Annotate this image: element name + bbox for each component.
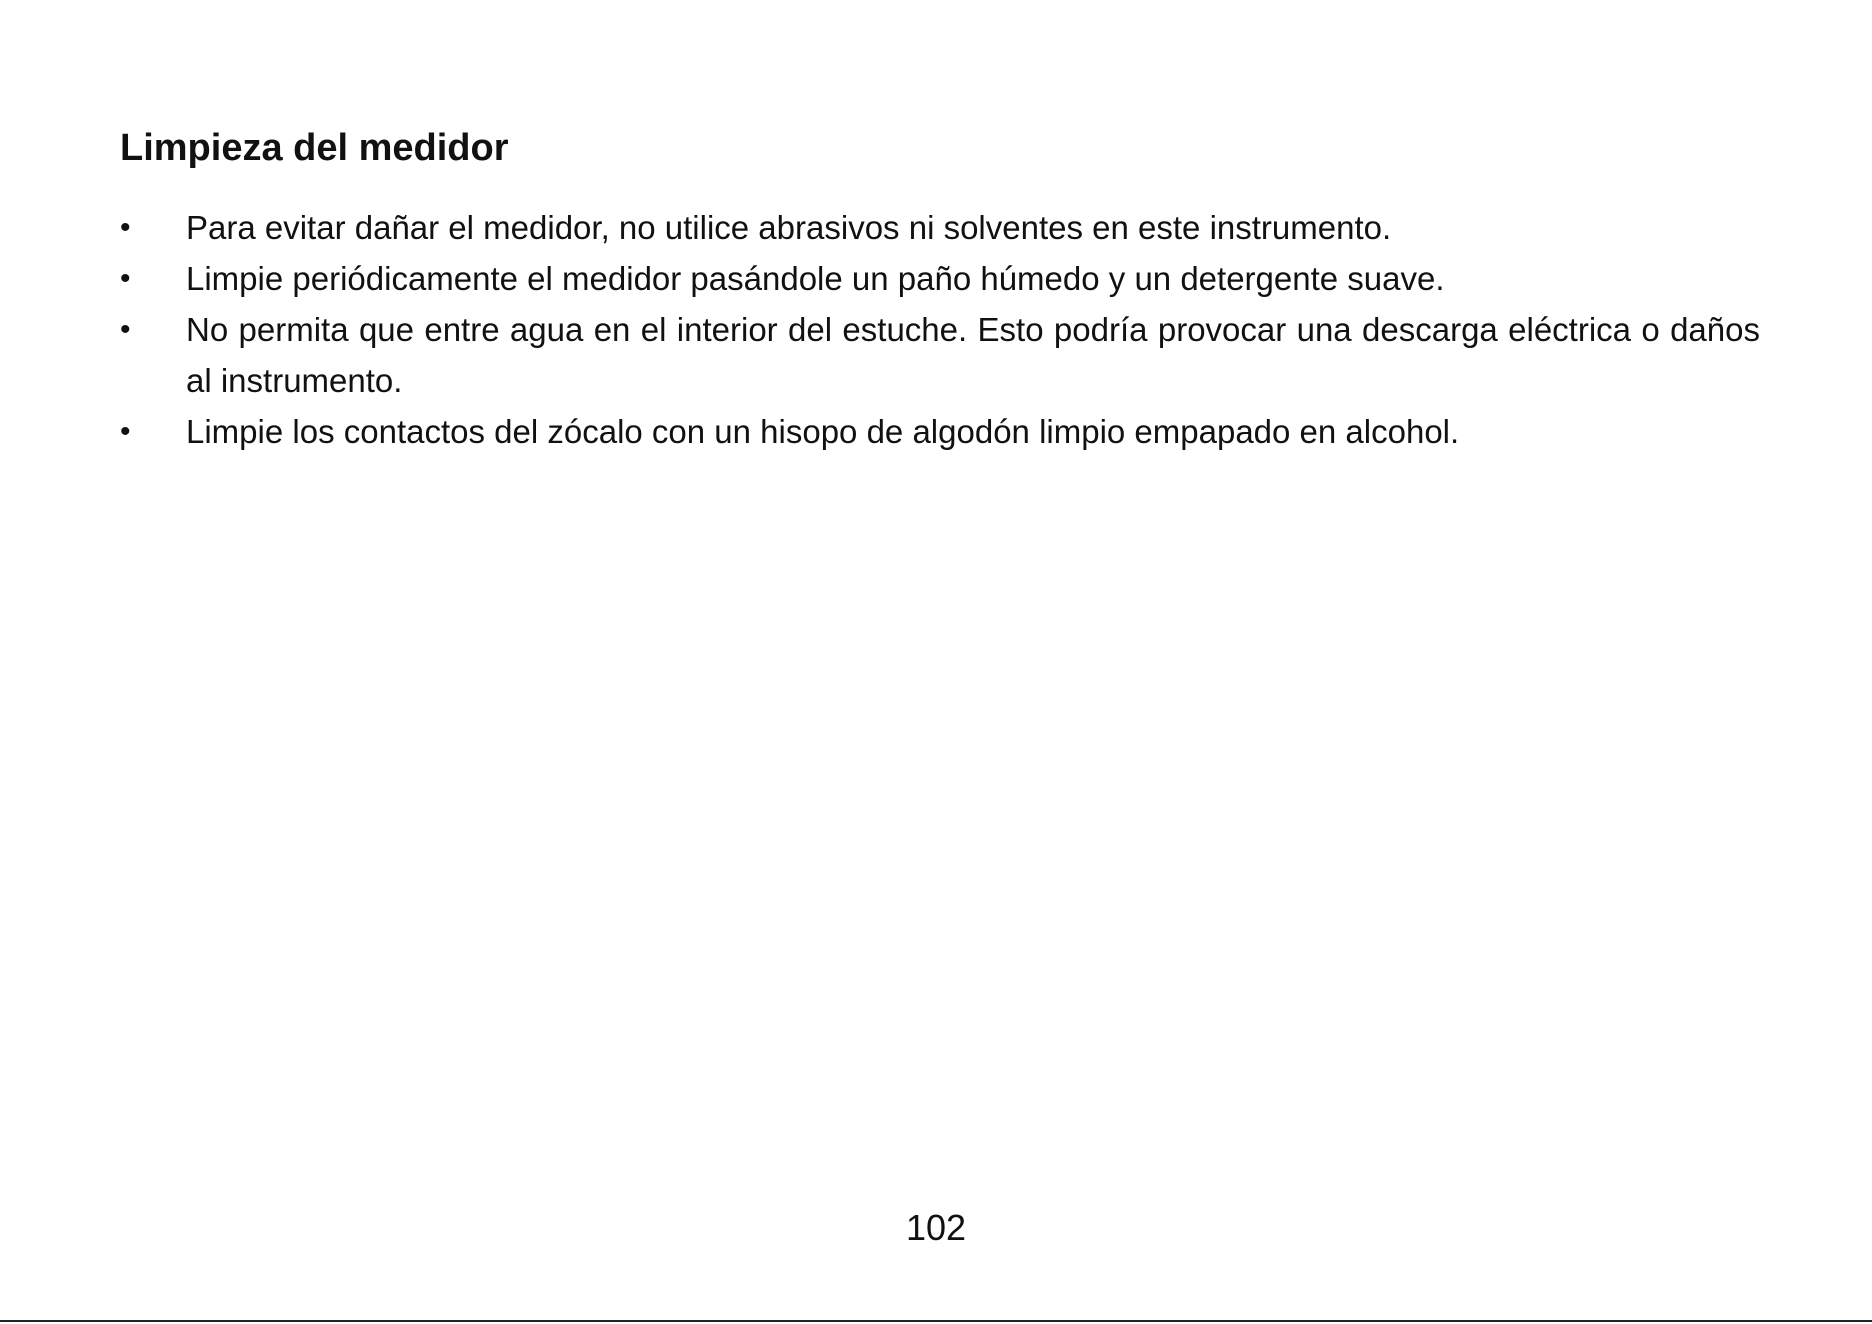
list-item-text: Para evitar dañar el medidor, no utilice abrasivos ni solventes en este instrumento. [186, 209, 1392, 246]
list-item [120, 406, 1760, 457]
section-heading: Limpieza del medidor [120, 127, 509, 169]
list-item-text: Limpie periódicamente el medidor pasándole un paño húmedo y un detergente suave. [186, 260, 1445, 297]
cleaning-instructions-list [120, 202, 1760, 457]
bullet-icon: • [120, 415, 131, 448]
list-item [120, 253, 1760, 304]
bullet-icon: • [120, 262, 131, 295]
bottom-divider [0, 1320, 1872, 1322]
list-item-text: No permita que entre agua en el interior del estuche. Esto podría provocar una descarga eléctrica o daños al instrumento. [186, 311, 1760, 399]
list-item [120, 202, 1760, 253]
list-item-text: Limpie los contactos del zócalo con un hisopo de algodón limpio empapado en alcohol. [186, 413, 1460, 450]
bullet-icon: • [120, 211, 131, 244]
bullet-icon: • [120, 313, 131, 346]
list-item [120, 304, 1760, 406]
page-number: 102 [905, 1207, 967, 1248]
